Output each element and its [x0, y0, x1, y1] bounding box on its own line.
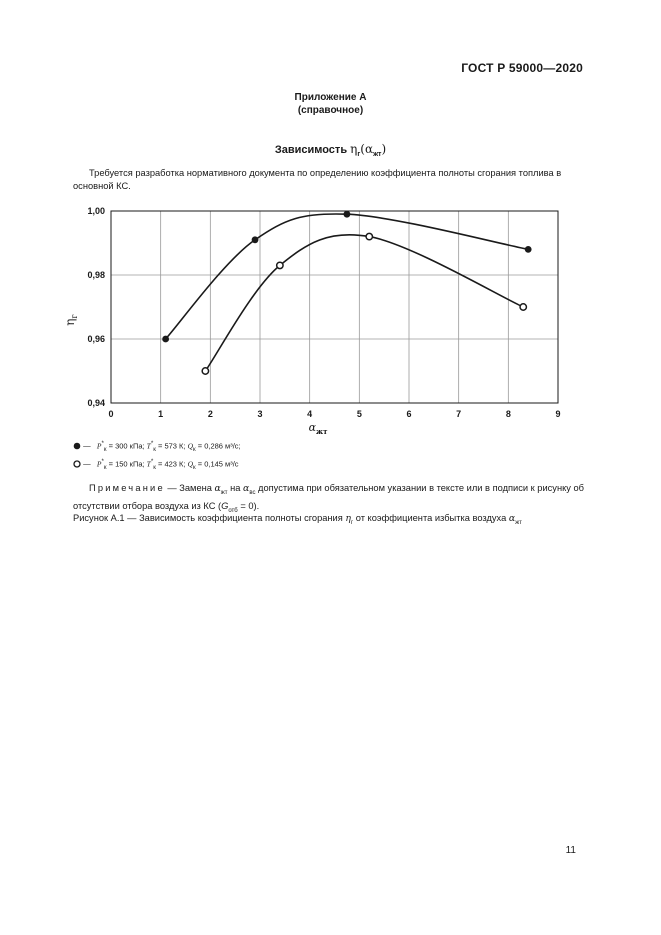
series-line [205, 235, 523, 371]
x-axis-label: $\alpha_{жт}$ [308, 421, 328, 436]
x-tick-label: 6 [406, 409, 412, 419]
y-tick-label: 0,94 [87, 398, 105, 408]
eta-subscript: г [357, 151, 361, 159]
caption-eta: η [345, 513, 351, 524]
data-point-filled [344, 211, 351, 218]
note-label: Примечание [89, 483, 165, 493]
alpha-subscript: жт [373, 151, 382, 159]
plot-frame [111, 211, 558, 403]
legend-sup: * [150, 458, 154, 465]
figure-heading-prefix: Зависимость [274, 144, 351, 156]
figure-caption [73, 513, 522, 526]
legend-q-label: Q [187, 459, 194, 469]
filled-circle-icon [73, 442, 81, 450]
legend-q-label: Q [187, 441, 194, 451]
paren-open: ( [360, 142, 365, 156]
legend-sub: к [153, 465, 156, 471]
x-tick-label: 8 [505, 409, 511, 419]
x-tick-label: 2 [207, 409, 213, 419]
legend-row-open [73, 458, 239, 471]
legend-dash: — [83, 441, 91, 451]
legend-t-value: = 573 К; [155, 441, 188, 451]
annex-subtitle: (справочное) [297, 105, 364, 116]
intro-paragraph: Требуется разработка нормативного документа по определению коэффициента полноты сгорания топлива в основной КС. [73, 168, 562, 191]
legend-p-value: = 150 кПа; [106, 459, 147, 469]
legend-p-value: = 300 кПа; [106, 441, 147, 451]
chart-curves [166, 214, 529, 371]
x-tick-label: 4 [307, 409, 313, 419]
note-sub: отб [228, 507, 238, 514]
y-tick-label: 0,98 [87, 270, 105, 280]
caption-text: Рисунок А.1 — Зависимость коэффициента полноты сгорания [73, 513, 346, 523]
data-point-open [366, 233, 372, 239]
x-tick-label: 1 [158, 409, 164, 419]
series-line [166, 214, 529, 339]
y-tick-label: 0,96 [87, 334, 105, 344]
note-alpha: α [243, 483, 250, 494]
paren-close: ) [381, 142, 387, 156]
x-tick-label: 5 [356, 409, 362, 419]
legend-sub: к [103, 465, 107, 471]
eta-symbol: η [350, 142, 358, 156]
legend-t-value: = 423 К; [155, 459, 188, 469]
x-tick-label: 3 [257, 409, 263, 419]
data-point-filled [252, 236, 259, 243]
legend-sup: * [101, 440, 104, 447]
note-text: на [227, 483, 244, 493]
y-tick-label: 1,00 [87, 206, 105, 216]
caption-sub: жт [515, 519, 522, 526]
legend-sup: * [101, 458, 104, 465]
legend-row-filled [73, 440, 241, 453]
chart-grid [111, 211, 558, 403]
legend-q-value: = 0,286 м³/с; [195, 441, 241, 451]
note-alpha: α [214, 483, 221, 494]
alpha-symbol: α [364, 142, 374, 156]
note-sub: вс [249, 489, 256, 496]
note-text: = 0). [237, 500, 260, 511]
legend-t-label: T [146, 459, 151, 469]
legend-t-label: T [146, 441, 151, 451]
open-circle-icon [73, 460, 81, 468]
x-tick-label: 7 [456, 409, 462, 419]
data-point-open [520, 304, 526, 310]
legend-sub: к [193, 447, 196, 453]
note-sub: жт [220, 489, 228, 496]
legend-q-value: = 0,145 м³/с [195, 459, 239, 469]
legend-p-label: P [96, 441, 102, 451]
data-point-open [277, 262, 283, 268]
standard-header: ГОСТ Р 59000—2020 [461, 61, 583, 75]
legend-sup: * [150, 440, 154, 447]
legend-dash: — [83, 459, 91, 469]
legend-sub: к [193, 465, 196, 471]
legend-sub: к [103, 447, 107, 453]
note-text: допустима при обязательном указании в тексте или в подписи к рисунку об отсутствии отбора воздуха из КС ( [73, 483, 584, 511]
data-point-filled [525, 246, 532, 253]
caption-sub: г [350, 519, 354, 526]
page-number: 11 [565, 845, 576, 856]
x-tick-label: 0 [108, 409, 114, 419]
y-axis-label: $\eta_г$ [63, 314, 79, 326]
caption-text: от коэффициента избытка воздуха [353, 513, 509, 523]
legend-sub: к [153, 447, 156, 453]
data-point-filled [162, 336, 169, 343]
data-point-open [202, 368, 208, 374]
note-g: G [221, 500, 229, 511]
legend-p-label: P [96, 459, 102, 469]
annex-title: Приложение А [294, 92, 367, 103]
note-text: — Замена [164, 483, 215, 493]
x-tick-label: 9 [555, 409, 561, 419]
caption-alpha: α [508, 513, 516, 524]
